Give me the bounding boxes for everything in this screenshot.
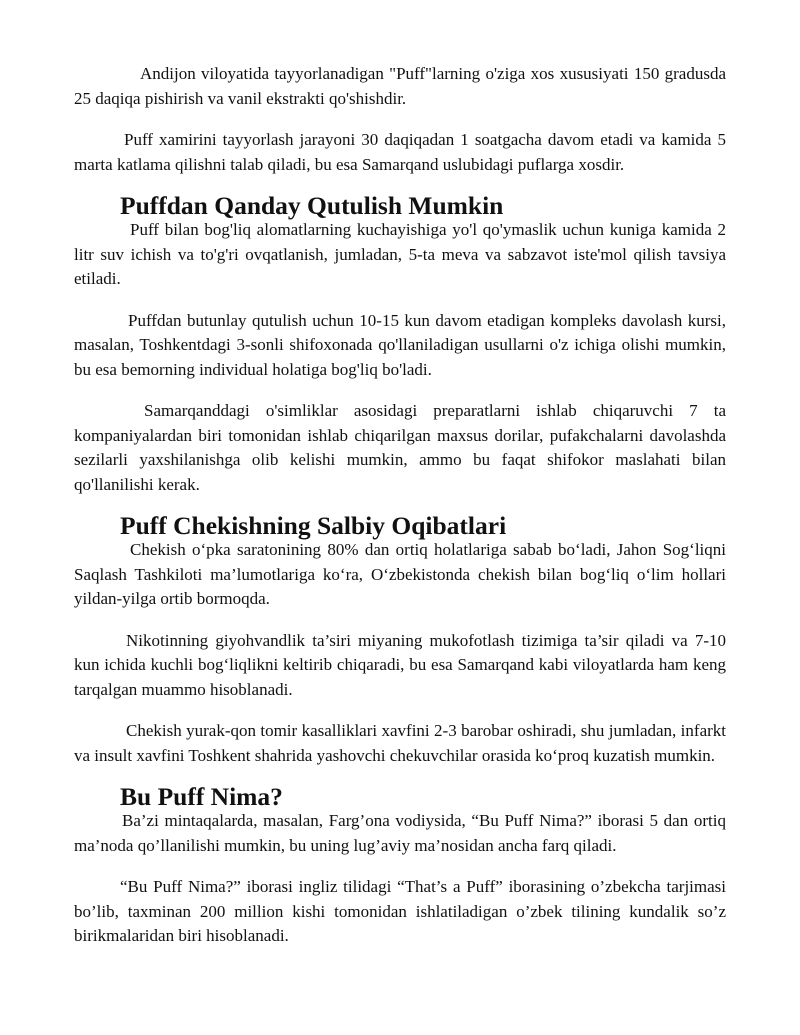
section-heading-puff-chekish: Puff Chekishning Salbiy Oqibatlari bbox=[120, 511, 507, 540]
section3-paragraph-1: Ba’zi mintaqalarda, masalan, Farg’ona vodiysida, “Bu Puff Nima?” iborasi 5 dan ortiq ma’noda qo’llanilishi mumkin, bu uning lug’aviy ma’nosidan ancha farq qiladi. bbox=[74, 811, 726, 855]
section-heading-puffdan-qutulish: Puffdan Qanday Qutulish Mumkin bbox=[120, 191, 504, 220]
section1-paragraph-3: Samarqanddagi o'simliklar asosidagi preparatlarni ishlab chiqaruvchi 7 ta kompaniyalardan biri tomonidan ishlab chiqarilgan maxsus dorilar, pufakchalarni davolashda sezilarli yaxshilanishga olib kelishi mumkin, ammo bu faqat shifokor maslahati bilan qo'llanilishi kerak. bbox=[74, 401, 726, 494]
section2-paragraph-3: Chekish yurak-qon tomir kasalliklari xavfini 2-3 barobar oshiradi, shu jumladan, infarkt va insult xavfini Toshkent shahrida yashovchi chekuvchilar orasida ko‘proq kuzatish mumkin. bbox=[74, 721, 726, 765]
intro-paragraph-2: Puff xamirini tayyorlash jarayoni 30 daqiqadan 1 soatgacha davom etadi va kamida 5 marta katlama qilishni talab qiladi, bu esa Samarqand uslubidagi puflarga xosdir. bbox=[74, 130, 726, 174]
document-page bbox=[74, 62, 726, 966]
intro-paragraph-1: Andijon viloyatida tayyorlanadigan "Puff"larning o'ziga xos xususiyati 150 gradusda 25 daqiqa pishirish va vanil ekstrakti qo'shishdir. bbox=[74, 64, 726, 108]
section2-paragraph-1: Chekish o‘pka saratonining 80% dan ortiq holatlariga sabab bo‘ladi, Jahon Sog‘liqni Saqlash Tashkiloti ma’lumotlariga ko‘ra, O‘zbekistonda chekish bilan bog‘liq o‘lim hollari yildan-yilga ortib bormoqda. bbox=[74, 540, 726, 608]
section2-paragraph-2: Nikotinning giyohvandlik ta’siri miyaning mukofotlash tizimiga ta’sir qiladi va 7-10 kun ichida kuchli bog‘liqlikni keltirib chiqaradi, bu esa Samarqand kabi viloyatlarda ham keng tarqalgan muammo hisoblanadi. bbox=[74, 630, 726, 699]
section1-paragraph-2: Puffdan butunlay qutulish uchun 10-15 kun davom etadigan kompleks davolash kursi, masalan, Toshkentdagi 3-sonli shifoxonada qo'llaniladigan usullarni o'z ichiga olishi mumkin, bu esa bemorning individual holatiga bog'liq bo'ladi. bbox=[74, 310, 726, 379]
section1-paragraph-1: Puff bilan bog'liq alomatlarning kuchayishiga yo'l qo'ymaslik uchun kuniga kamida 2 litr suv ichish va to'g'ri ovqatlanish, jumladan, 5-ta meva va sabzavot iste'mol qilish tavsiya etiladi. bbox=[74, 220, 726, 288]
section3-paragraph-2: “Bu Puff Nima?” iborasi ingliz tilidagi “That’s a Puff” iborasining o’zbekcha tarjimasi bo’lib, taxminan 200 million kishi tomonidan ishlatiladigan o’zbek tilining kundalik so’z birikmalaridan biri hisoblanadi. bbox=[74, 877, 726, 945]
section-heading-bu-puff-nima: Bu Puff Nima? bbox=[120, 782, 283, 811]
